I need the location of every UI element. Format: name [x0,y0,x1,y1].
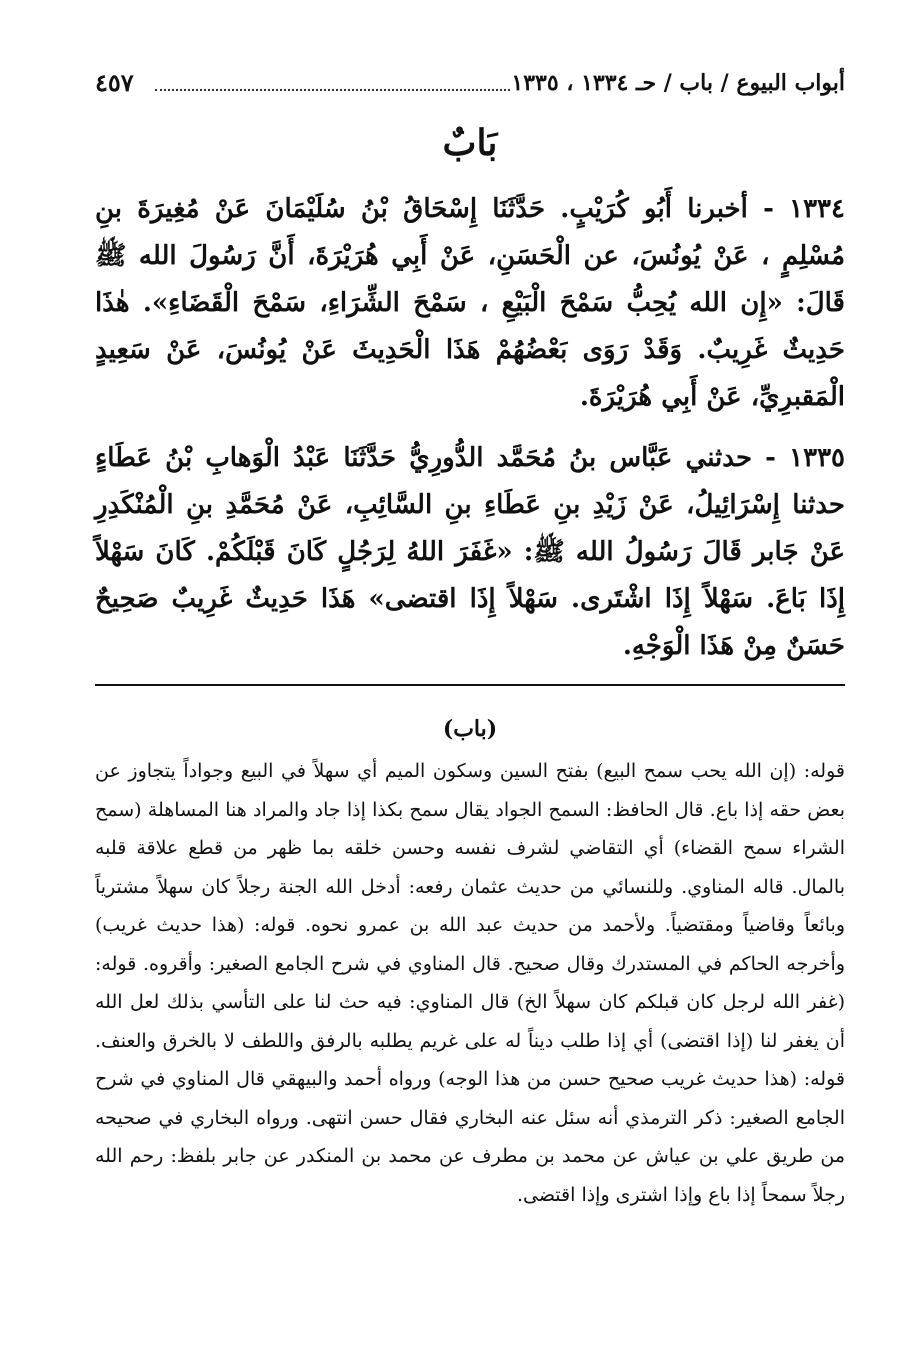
hadith-1335 [95,435,845,670]
commentary-title: (باب) [442,716,498,742]
commentary-text: قوله: (إن الله يحب سمح البيع) بفتح السين وسكون الميم أي سهلاً في البيع وجواداً يتجاوز عن بعض حقه إذا باع. قال الحافظ: السمح الجواد يقال سمح بكذا إذا جاد والمراد هنا المساهلة (سمح الشراء سمح القضاء) أي التقاضي لشرف نفسه وحسن خلقه بما ظهر من قطع علاقة قلبه بالمال. قاله المناوي. وللنسائي من حديث عثمان رفعه: أدخل الله الجنة رجلاً كان سهلاً مشترياً وبائعاً وقاضياً ومقتضياً. ولأحمد من حديث عبد الله بن عمرو نحوه. قوله: (هذا حديث غريب) وأخرجه الحاكم في المستدرك وقال صحيح. قال المناوي في شرح الجامع الصغير: وأقروه. قوله: (غفر الله لرجل كان قبلكم كان سهلاً الخ) قال المناوي: فيه حث لنا على التأسي بذلك لعل الله أن يغفر لنا (إذا اقتضى) أي إذا طلب ديناً له على غريم يطلبه بالرفق واللطف لا بالخرق والعنف. قوله: (هذا حديث غريب صحيح حسن من هذا الوجه) ورواه أحمد والبيهقي قال المناوي في شرح الجامع الصغير: ذكر الترمذي أنه سئل عنه البخاري فقال حسن انتهى. ورواه البخاري في صحيحه من طريق علي بن عياش عن محمد بن مطرف عن محمد بن المنكدر عن جابر بلفظ: رحم الله رجلاً سمحاً إذا باع وإذا اشترى وإذا اقتضى. [95,760,845,1206]
hadith-number: ١٣٣٥ [789,443,845,473]
hadith-text: - حدثني عَبَّاس بنُ مُحَمَّد الدُّورِيُّ حَدَّثَنَا عَبْدُ الْوَهابِ بْنُ عَطَاءٍ حدثنا إِسْرَائِيلُ، عَنْ زَيْدِ بنِ عَطَاءِ بنِ السَّائِبِ، عَنْ مُحَمَّدِ بنِ الْمُنْكَدِرِ عَنْ جَابر قَالَ رَسُولُ الله ﷺ: «غَفَرَ اللهُ لِرَجُلٍ كَانَ قَبْلَكُمْ. كَانَ سَهْلاً إِذَا بَاعَ. سَهْلاً إِذَا اشْتَرى. سَهْلاً إِذَا اقتضى» هَذَا حَدِيثٌ غَرِيبٌ صَحِيحٌ حَسَنٌ مِنْ هَذَا الْوَجْهِ. [95,443,845,661]
book-page [95,60,845,1214]
running-title: أبواب البيوع / باب / حـ ١٣٣٤ ، ١٣٣٥ [511,70,845,96]
footnote-divider [95,684,845,686]
leader-dots [155,89,510,91]
hadith-number: ١٣٣٤ [789,194,845,224]
running-header [95,60,845,110]
hadith-1334 [95,186,845,421]
page-number: ٤٥٧ [95,68,134,97]
chapter-title: بَابٌ [442,122,498,164]
hadith-text: - أخبرنا أَبُو كُرَيْبٍ. حَدَّثَنَا إِسْحَاقُ بْنُ سُلَيْمَانَ عَنْ مُغِيرَةَ بنِ مُسْلِمٍ ، عَنْ يُونُسَ، عن الْحَسَنِ، عَنْ أَبِي هُرَيْرَةَ، أَنَّ رَسُولَ الله ﷺ قَالَ: «إِن الله يُحِبُّ سَمْحَ الْبَيْعِ ، سَمْحَ الشِّرَاءِ، سَمْحَ الْقَضَاءِ». هٰذَا حَدِيثٌ غَرِيبٌ. وَقَدْ رَوَى بَعْضُهُمْ هَذَا الْحَدِيثَ عَنْ يُونُسَ، عَنْ سَعِيدٍ الْمَقبرِيِّ، عَنْ أَبِي هُرَيْرَةَ. [95,194,845,412]
